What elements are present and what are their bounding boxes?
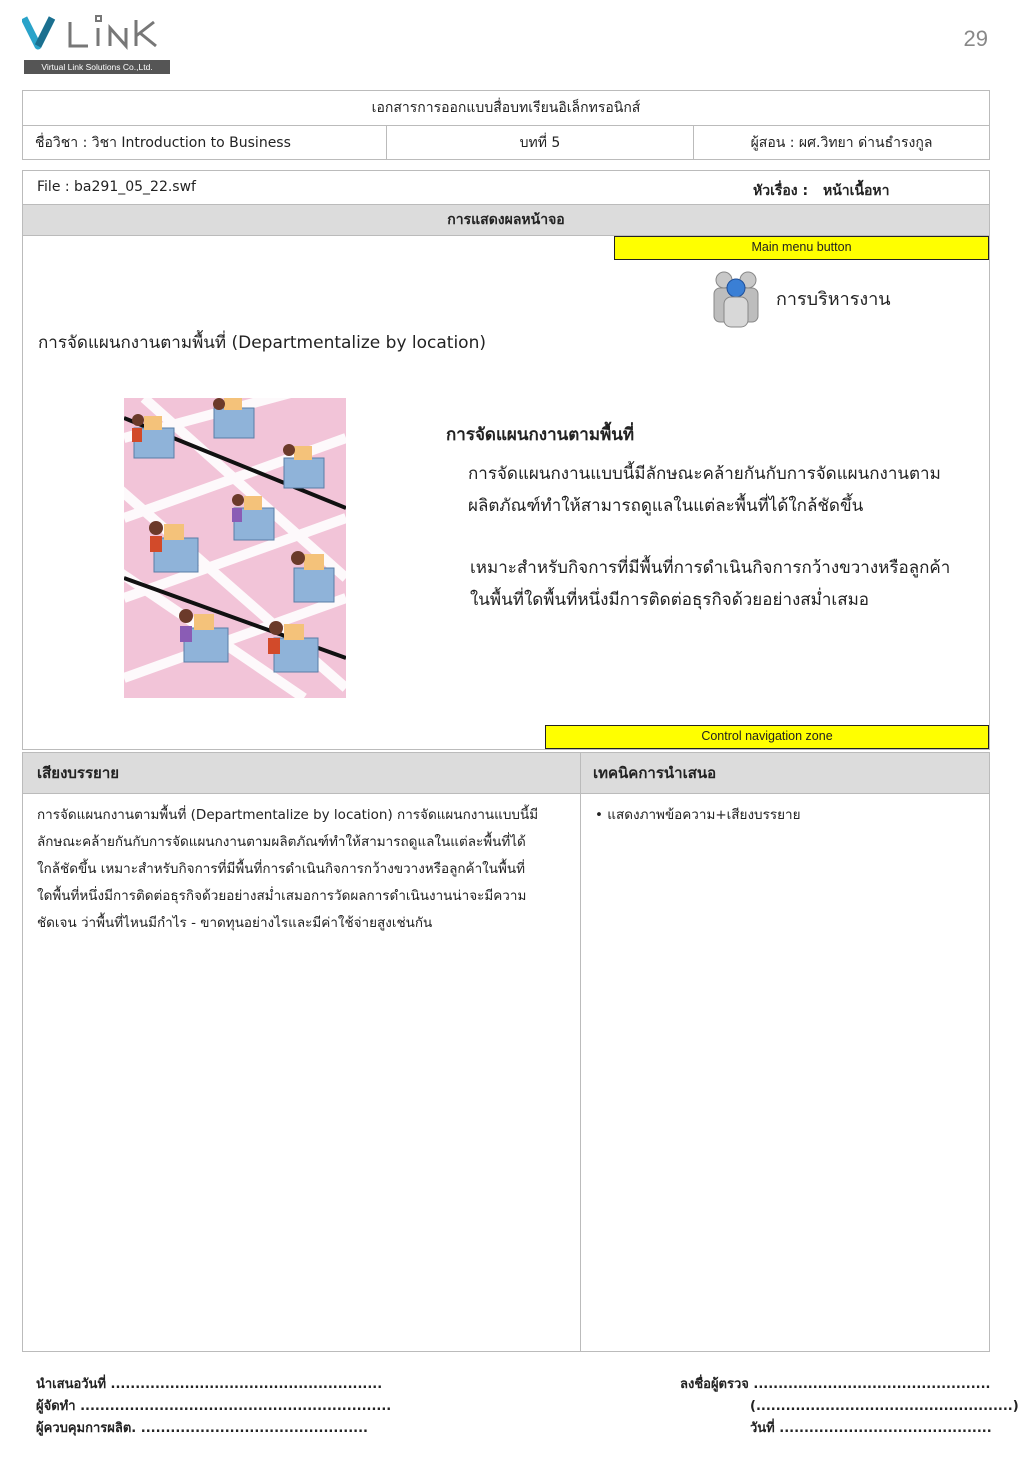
footer-left bbox=[36, 1374, 391, 1440]
paragraph-2-line-1: เหมาะสำหรับกิจการที่มีพื้นที่การดำเนินกิจการกว้างขวางหรือลูกค้า bbox=[470, 558, 951, 578]
main-menu-button[interactable]: Main menu button bbox=[614, 236, 989, 260]
topic-value: หน้าเนื้อหา bbox=[823, 183, 890, 199]
narration-line: ใกล้ชัดขึ้น เหมาะสำหรับกิจการที่มีพื้นที่การดำเนินกิจการกว้างขวางหรือลูกค้าในพื้นที่ bbox=[37, 861, 525, 877]
controller-line: ผู้ควบคุมการผลิต. .............................................. bbox=[36, 1421, 368, 1436]
reviewer-sign-line: ลงชื่อผู้ตรวจ ................................................ bbox=[680, 1377, 991, 1392]
narration-technique-table bbox=[22, 752, 990, 1352]
office-workers-image bbox=[124, 398, 346, 698]
narration-header: เสียงบรรยาย bbox=[23, 753, 581, 793]
technique-item: แสดงภาพข้อความ+เสียงบรรยาย bbox=[607, 807, 801, 823]
bullet-icon: • bbox=[595, 807, 603, 823]
footer-right bbox=[680, 1374, 1019, 1440]
vlink-logo bbox=[22, 14, 172, 76]
vlink-logo-mark bbox=[22, 14, 172, 60]
instructor-name: ผู้สอน : ผศ.วิทยา ด่านธำรงกูล bbox=[750, 135, 933, 151]
people-icon[interactable] bbox=[710, 270, 762, 328]
course-name: ชื่อวิชา : วิชา Introduction to Business bbox=[23, 126, 387, 160]
topic-label: หัวเรื่อง : bbox=[753, 183, 809, 199]
document-header-table bbox=[22, 90, 990, 160]
narration-line: การจัดแผนกงานตามพื้นที่ (Departmentalize by location) การจัดแผนกงานแบบนี้มี bbox=[37, 807, 539, 823]
technique-header: เทคนิคการนำเสนอ bbox=[593, 764, 717, 782]
narration-line: ชัดเจน ว่าพื้นที่ไหนมีกำไร - ขาดทุนอย่างไรและมีค่าใช้จ่ายสูงเช่นกัน bbox=[37, 915, 433, 931]
content-heading: การจัดแผนกงานตามพื้นที่ bbox=[446, 425, 635, 445]
producer-line: ผู้จัดทำ ............................................................... bbox=[36, 1399, 392, 1414]
screen-display-heading: การแสดงผลหน้าจอ bbox=[22, 204, 990, 236]
reviewer-name-line: (....................................................) bbox=[750, 1399, 1019, 1414]
paragraph-1-line-1: การจัดแผนกงานแบบนี้มีลักษณะคล้ายกันกับการจัดแผนกงานตาม bbox=[468, 464, 941, 484]
paragraph-1-line-2: ผลิตภัณฑ์ทำให้สามารถดูแลในแต่ละพื้นที่ได้ใกล้ชัดขึ้น bbox=[468, 496, 864, 516]
narration-line: ลักษณะคล้ายกันกับการจัดแผนกงานตามผลิตภัณฑ์ทำให้สามารถดูแลในแต่ละพื้นที่ได้ bbox=[37, 834, 526, 850]
menu-label[interactable]: การบริหารงาน bbox=[776, 289, 891, 310]
paragraph-2-line-2: ในพื้นที่ใดพื้นที่หนึ่งมีการติดต่อธุรกิจด้วยอย่างสม่ำเสมอ bbox=[470, 590, 870, 610]
control-navigation-zone[interactable]: Control navigation zone bbox=[545, 725, 989, 749]
file-bar bbox=[22, 170, 990, 204]
page-number: 29 bbox=[963, 26, 988, 51]
presented-date-line: นำเสนอวันที่ ....................................................... bbox=[36, 1377, 383, 1392]
content-paragraph-2 bbox=[470, 552, 950, 616]
narration-line: ใดพื้นที่หนึ่งมีการติดต่อธุรกิจด้วยอย่างสม่ำเสมอการวัดผลการดำเนินงานน่าจะมีความ bbox=[37, 888, 527, 904]
screen-page-title: การจัดแผนกงานตามพื้นที่ (Departmentalize by location) bbox=[38, 333, 486, 353]
narration-text bbox=[23, 794, 581, 1352]
technique-list bbox=[581, 794, 989, 1352]
chapter-number: บทที่ 5 bbox=[387, 126, 694, 160]
review-date-line: วันที่ ........................................... bbox=[750, 1421, 992, 1436]
logo-subtitle: Virtual Link Solutions Co.,Ltd. bbox=[24, 60, 170, 74]
document-title: เอกสารการออกแบบสื่อบทเรียนอิเล็กทรอนิกส์ bbox=[23, 91, 989, 126]
file-name: File : ba291_05_22.swf bbox=[37, 179, 196, 195]
content-paragraph-1 bbox=[468, 458, 941, 522]
